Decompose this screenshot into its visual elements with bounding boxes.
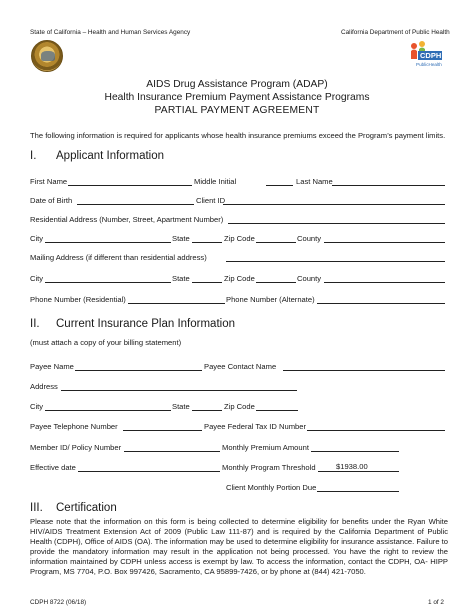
mailing-city-label: City (30, 274, 44, 283)
dob-label: Date of Birth (30, 196, 73, 205)
payee-city-label: City (30, 402, 44, 411)
state-label: State (172, 234, 190, 243)
agency-left: State of California – Health and Human Services Agency (30, 29, 191, 36)
logo-text: CDPH (420, 51, 442, 60)
section1-heading: Applicant Information (56, 150, 165, 162)
mailing-zip-label: Zip Code (224, 274, 255, 283)
phone-res-field[interactable] (128, 303, 225, 304)
zip-field[interactable] (256, 242, 296, 243)
phone-alt-label: Phone Number (Alternate) (226, 295, 315, 304)
form-id: CDPH 8722 (06/18) (30, 599, 87, 606)
first-name-label: First Name (30, 177, 68, 186)
monthly-premium-label: Monthly Premium Amount (222, 443, 309, 452)
mailing-county-field[interactable] (324, 282, 445, 283)
residential-address-field[interactable] (228, 223, 445, 224)
intro-text: The following information is required for applicants whose health insurance premiums exceed the Program’s payment limits. (30, 131, 446, 140)
client-portion-label: Client Monthly Portion Due (226, 483, 317, 492)
payee-zip-field[interactable] (256, 410, 298, 411)
monthly-threshold-value: $1938.00 (336, 462, 368, 471)
payee-state-field[interactable] (192, 410, 222, 411)
mailing-state-field[interactable] (192, 282, 222, 283)
zip-label: Zip Code (224, 234, 255, 243)
monthly-threshold-label: Monthly Program Threshold (222, 463, 316, 472)
client-id-field[interactable] (223, 204, 445, 205)
section3-heading: Certification (56, 502, 117, 514)
client-portion-field[interactable] (317, 491, 399, 492)
address-label: Address (30, 382, 58, 391)
payee-phone-label: Payee Telephone Number (30, 422, 118, 431)
payee-name-label: Payee Name (30, 362, 74, 371)
phone-alt-field[interactable] (317, 303, 445, 304)
phone-res-label: Phone Number (Residential) (30, 295, 126, 304)
section2-number: II. (30, 318, 40, 330)
payee-contact-field[interactable] (283, 370, 445, 371)
effective-date-label: Effective date (30, 463, 76, 472)
payee-contact-label: Payee Contact Name (204, 362, 277, 371)
certification-text: Please note that the information on this form is being collected to determine eligibility for benefits under the Ryan White HIV/AIDS Treatment Extension Act of 2009 (Public Law 111-87) and is required by the California Department of Public Health (CDPH), Office of AIDS (OA). The information may be used to determine eligibility for insurance assistance. Failure to provide the mandatory information may result in the application not being processed. You have the right to review the information maintained by CDPH unless access is exempt by law. To access the information, contact the CDPH, OA- HIPP Program, MS 7704, P.O. Box 997426, Sacramento, CA 95899-7426, or by phone at (844) 421-7050. (30, 517, 448, 576)
first-name-field[interactable] (68, 185, 192, 186)
monthly-threshold-field (318, 471, 399, 472)
agency-right: California Department of Public Health (341, 29, 450, 36)
county-label: County (297, 234, 322, 243)
title-line-3: PARTIAL PAYMENT AGREEMENT (154, 105, 320, 116)
california-seal-icon (31, 40, 63, 72)
payee-state-label: State (172, 402, 190, 411)
residential-address-label: Residential Address (Number, Street, Apartment Number) (30, 215, 224, 224)
mailing-address-label: Mailing Address (if different than residential address) (30, 253, 207, 262)
section3-number: III. (30, 502, 43, 514)
payee-city-field[interactable] (45, 410, 171, 411)
mailing-county-label: County (297, 274, 322, 283)
member-id-label: Member ID/ Policy Number (30, 443, 122, 452)
monthly-premium-field[interactable] (311, 451, 399, 452)
member-id-field[interactable] (124, 451, 220, 452)
address-field[interactable] (61, 390, 297, 391)
payee-tax-label: Payee Federal Tax ID Number (204, 422, 306, 431)
client-id-label: Client ID (196, 196, 226, 205)
mailing-city-field[interactable] (45, 282, 171, 283)
state-field[interactable] (192, 242, 222, 243)
last-name-label: Last Name (296, 177, 333, 186)
mailing-state-label: State (172, 274, 190, 283)
title-line-2: Health Insurance Premium Payment Assistance Programs (104, 92, 370, 103)
middle-initial-label: Middle Initial (194, 177, 237, 186)
city-field[interactable] (45, 242, 171, 243)
page-number: 1 of 2 (428, 599, 444, 606)
county-field[interactable] (324, 242, 445, 243)
payee-zip-label: Zip Code (224, 402, 255, 411)
payee-name-field[interactable] (75, 370, 202, 371)
city-label: City (30, 234, 44, 243)
section2-note: (must attach a copy of your billing statement) (30, 338, 182, 347)
cdph-logo (408, 40, 444, 72)
effective-date-field[interactable] (78, 471, 220, 472)
middle-initial-field[interactable] (266, 185, 293, 186)
last-name-field[interactable] (332, 185, 445, 186)
logo-subtext: PublicHealth (416, 62, 442, 67)
mailing-address-field[interactable] (226, 261, 445, 262)
section1-number: I. (30, 150, 37, 162)
payee-tax-field[interactable] (307, 430, 445, 431)
payee-phone-field[interactable] (123, 430, 202, 431)
mailing-zip-field[interactable] (256, 282, 296, 283)
section2-heading: Current Insurance Plan Information (56, 318, 235, 330)
dob-field[interactable] (77, 204, 194, 205)
title-line-1: AIDS Drug Assistance Program (ADAP) (146, 79, 328, 90)
